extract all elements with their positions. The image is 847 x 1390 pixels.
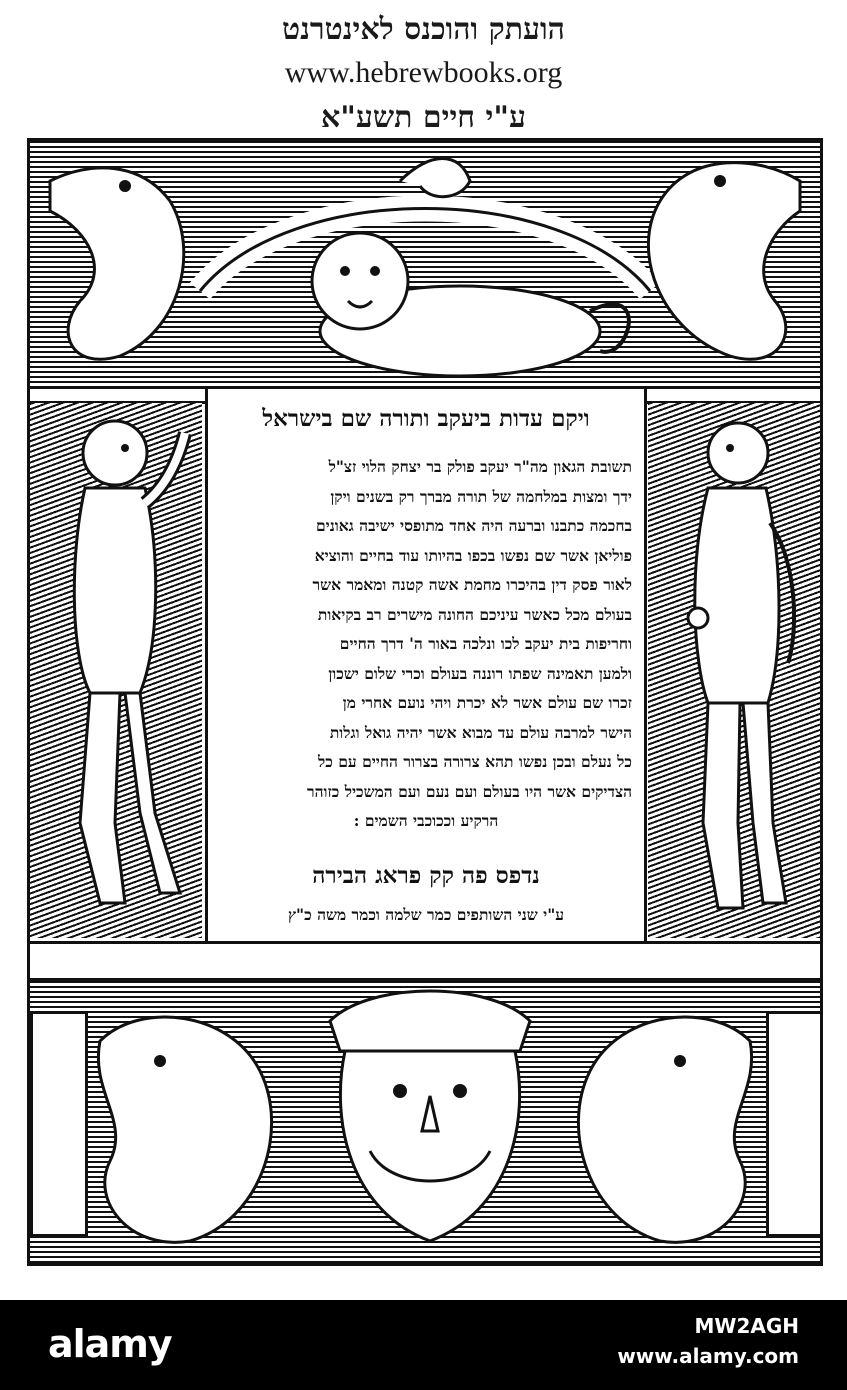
bottom-ornament-panel	[30, 981, 820, 1266]
bottom-mask-and-beasts-illustration	[30, 981, 820, 1266]
stock-site-url[interactable]: www.alamy.com	[617, 1344, 799, 1368]
lower-beam	[30, 941, 820, 981]
body-line: וחריפות בית יעקב לכו ונלכה באור ה' דרך החיים	[339, 634, 632, 653]
body-line: ולמען תאמינה שפתו רוננה בעולם וכרי שלום ישכון	[328, 663, 632, 683]
printers-line: ע"י שני השותפים כמר שלמה וכמר משה כ"ץ	[287, 904, 565, 924]
apple	[688, 608, 708, 628]
stock-image-id: MW2AGH	[694, 1314, 799, 1338]
body-line: ידך ומצות במלחמה של תורה מברך רק בשנים ויקן	[330, 486, 632, 506]
right-figure-panel	[648, 403, 820, 938]
left-figure-panel	[30, 403, 202, 938]
imprint-place: נדפס פה קק פראג הבירה	[312, 861, 540, 889]
body-line: הצדיקים אשר היו בעולם ועם נעם ועם המשכיל כזוהר	[306, 781, 632, 801]
body-line: בעולם מכל כאשר עיניכם החונה מישרים רב בקיאות	[317, 604, 632, 624]
left-pillar	[30, 1011, 88, 1237]
stock-brand-logo[interactable]: alamy	[48, 1322, 172, 1366]
body-line: תשובת הגאון מה"ר יעקב פולק בר יצחק הלוי זצ"ל	[328, 457, 632, 476]
adam-figure-illustration	[30, 403, 202, 938]
body-line-last: הרקיע וככוכבי השמים :	[353, 811, 499, 830]
book-title: ויקם עדות ביעקב ותורה שם בישראל	[262, 405, 590, 432]
stock-watermark-footer	[0, 1300, 847, 1390]
body-line: בחכמה כתבנו וברעה היה אחד מתופסי ישיבה גאונים	[315, 516, 632, 535]
central-mask-face	[340, 1051, 519, 1241]
arch-scroll	[200, 209, 650, 292]
title-text-panel	[205, 386, 647, 946]
right-griffin	[578, 1017, 751, 1242]
right-pillar	[766, 1011, 823, 1237]
central-mask-cap	[330, 991, 530, 1051]
body-line: כל נעלם ובכן נפשו תהא צרורה בצרור החיים עם כל	[318, 752, 632, 771]
top-creatures-illustration	[30, 141, 820, 386]
eve-figure-illustration	[648, 403, 820, 938]
body-line: פוליאן אשר שם נפשו בכפו בהיותו עוד בחיים והוציא	[314, 545, 632, 565]
body-line: לאור פסק דין בהיכרו מחמת אשה קטנה ומאמר אשר	[312, 575, 632, 594]
left-beast	[98, 1017, 271, 1242]
woodcut-title-page	[27, 138, 823, 1266]
body-line: הישר למרבה עולם עד מבוא אשר יהיה גואל וגלות	[329, 722, 632, 742]
title-body-text	[220, 452, 632, 836]
digitization-credit-hebrew: הועתק והוכנס לאינטרנט	[282, 12, 565, 47]
top-ornament-panel	[30, 141, 820, 386]
digitizer-credit: ע"י חיים תשע"א	[321, 100, 526, 135]
body-line: זכרו שם עולם אשר לא יכרת ויהי נועם אחרי מן	[342, 693, 632, 712]
source-website-url[interactable]: www.hebrewbooks.org	[284, 56, 563, 89]
lion-head	[312, 233, 408, 329]
right-creature	[648, 163, 800, 360]
left-griffin	[50, 168, 184, 359]
